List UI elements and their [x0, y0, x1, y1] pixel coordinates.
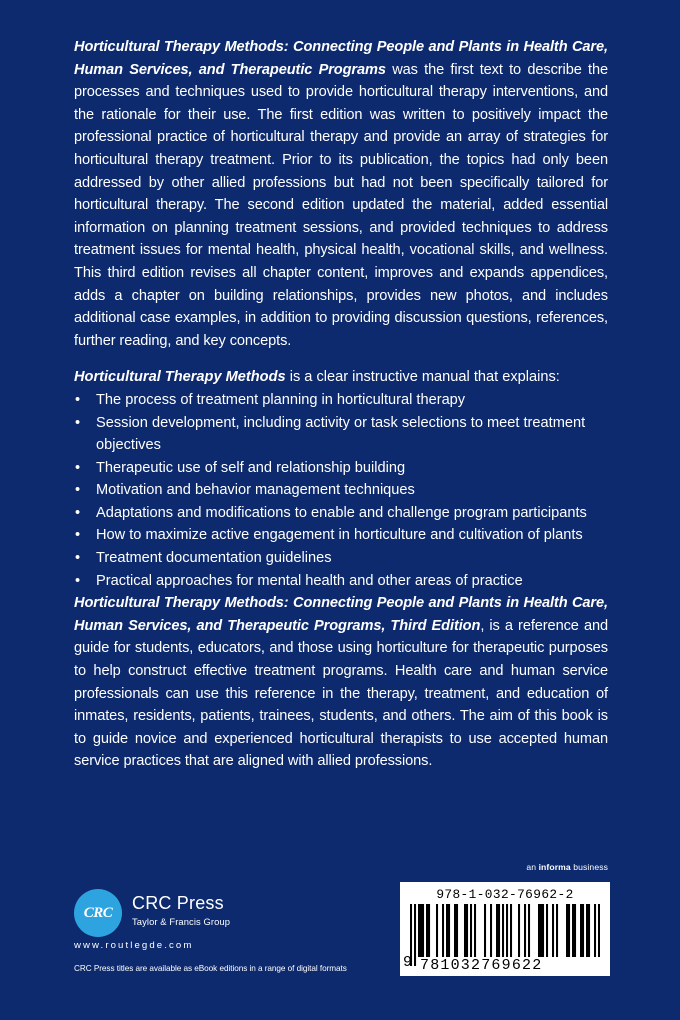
publisher-name: CRC Press [132, 893, 224, 913]
barcode-bar [588, 904, 590, 958]
list-item: • The process of treatment planning in horticultural therapy [74, 389, 608, 412]
list-item: • Session development, including activity or task selections to meet treatment objectives [74, 412, 608, 457]
barcode-bar [524, 904, 526, 958]
barcode-bar [542, 904, 544, 958]
topics-list [74, 389, 608, 592]
barcode-bar [442, 904, 444, 958]
barcode-bar [422, 904, 424, 958]
list-intro-text: is a clear instructive manual that explains: [285, 369, 560, 386]
barcode-bar [574, 904, 576, 958]
description-text: was the first text to describe the processes and techniques used to provide horticultural therapy interventions, and the rationale for their use. The first edition was written to positively impact the professional practice of horticultural therapy and provide an array of strategies for horticultural therapy treatment. Prior to its publication, the topics had only been addressed by other allied professions but had not been specifically tailored for horticultural therapy. The second edition updated the material, added essential information on planning treatment sessions, and provided techniques to address treatment issues for mental health, physical health, vocational skills, and wellness. This third edition revises all chapter content, improves and expands appendices, adds a chapter on building relationships, provides new photos, and includes additional case examples, in addition to providing discussion questions, references, further reading, and key concepts. [74, 61, 608, 349]
barcode-bar [552, 904, 554, 958]
barcode-bar [518, 904, 520, 958]
ebook-note: CRC Press titles are available as eBook editions in a range of digital formats [74, 964, 347, 973]
barcode-bar [446, 904, 448, 958]
barcode-bar [414, 904, 416, 966]
barcode-bar [566, 904, 568, 958]
barcode-bar [436, 904, 438, 958]
short-title: Horticultural Therapy Methods [74, 369, 286, 386]
publisher-group: Taylor & Francis Group [132, 916, 231, 927]
barcode-bar [474, 904, 476, 958]
tagline-suffix: business [570, 862, 608, 872]
barcode-bar [538, 904, 540, 958]
isbn-barcode [400, 882, 610, 976]
barcode-digits: 781032769622 [418, 957, 608, 974]
barcode-bar [556, 904, 558, 958]
barcode-bar [568, 904, 570, 958]
barcode-bar [540, 904, 542, 958]
barcode-bar [546, 904, 548, 958]
publisher-website: www.routlegde.com [74, 940, 194, 951]
barcode-bar [528, 904, 530, 958]
book-title: Horticultural Therapy Methods: Connecting People and Plants in Health Care, Human Services, and Therapeutic Programs [74, 39, 608, 78]
informa-tagline [526, 862, 608, 872]
barcode-bar [466, 904, 468, 958]
list-item: • How to maximize active engagement in horticulture and cultivation of plants [74, 524, 608, 547]
full-title: Horticultural Therapy Methods: Connecting People and Plants in Health Care, Human Services, and Therapeutic Programs, Third Edition [74, 595, 608, 634]
barcode-bar [580, 904, 582, 958]
list-item: • Adaptations and modifications to enable and challenge program participants [74, 502, 608, 525]
barcode-bar [454, 904, 456, 958]
list-item: • Treatment documentation guidelines [74, 547, 608, 570]
barcode-bar [418, 904, 420, 958]
barcode-first-digit: 9 [403, 954, 413, 971]
barcode-bar [484, 904, 486, 958]
barcode-bar [420, 904, 422, 958]
isbn-number: 978-1-032-76962-2 [436, 887, 574, 902]
cover-text [74, 36, 608, 773]
list-item: • Practical approaches for mental health and other areas of practice [74, 570, 608, 593]
list-intro [74, 366, 608, 389]
description-text: , is a reference and guide for students, educators, and those using horticulture for therapeutic purposes to help construct effective treatment programs. Health care and human service professionals can use this reference in the therapy, treatment, and education of inmates, residents, patients, trainees, students, and others. The aim of this book is to guide novice and experienced horticultural therapists to use accepted human service practices that are aligned with allied professions. [74, 617, 608, 770]
barcode-bar [428, 904, 430, 958]
barcode-bar [464, 904, 466, 958]
barcode-bar [490, 904, 492, 958]
logo-mark: CRC [83, 904, 113, 921]
barcode-bar [448, 904, 450, 958]
barcode-bar [498, 904, 500, 958]
barcode-bar [572, 904, 574, 958]
barcode-bar [586, 904, 588, 958]
barcode-bar [470, 904, 472, 958]
barcode-bar [426, 904, 428, 958]
description-paragraph-1 [74, 36, 608, 352]
description-paragraph-3 [74, 592, 608, 773]
list-item: • Motivation and behavior management techniques [74, 479, 608, 502]
barcode-bar [510, 904, 512, 958]
barcode-bar [582, 904, 584, 958]
tagline-prefix: an [526, 862, 539, 872]
list-item: • Therapeutic use of self and relationship building [74, 457, 608, 480]
barcode-bar [456, 904, 458, 958]
tagline-brand: informa [538, 862, 571, 872]
barcode-bar [496, 904, 498, 958]
crc-logo-icon [74, 889, 122, 937]
